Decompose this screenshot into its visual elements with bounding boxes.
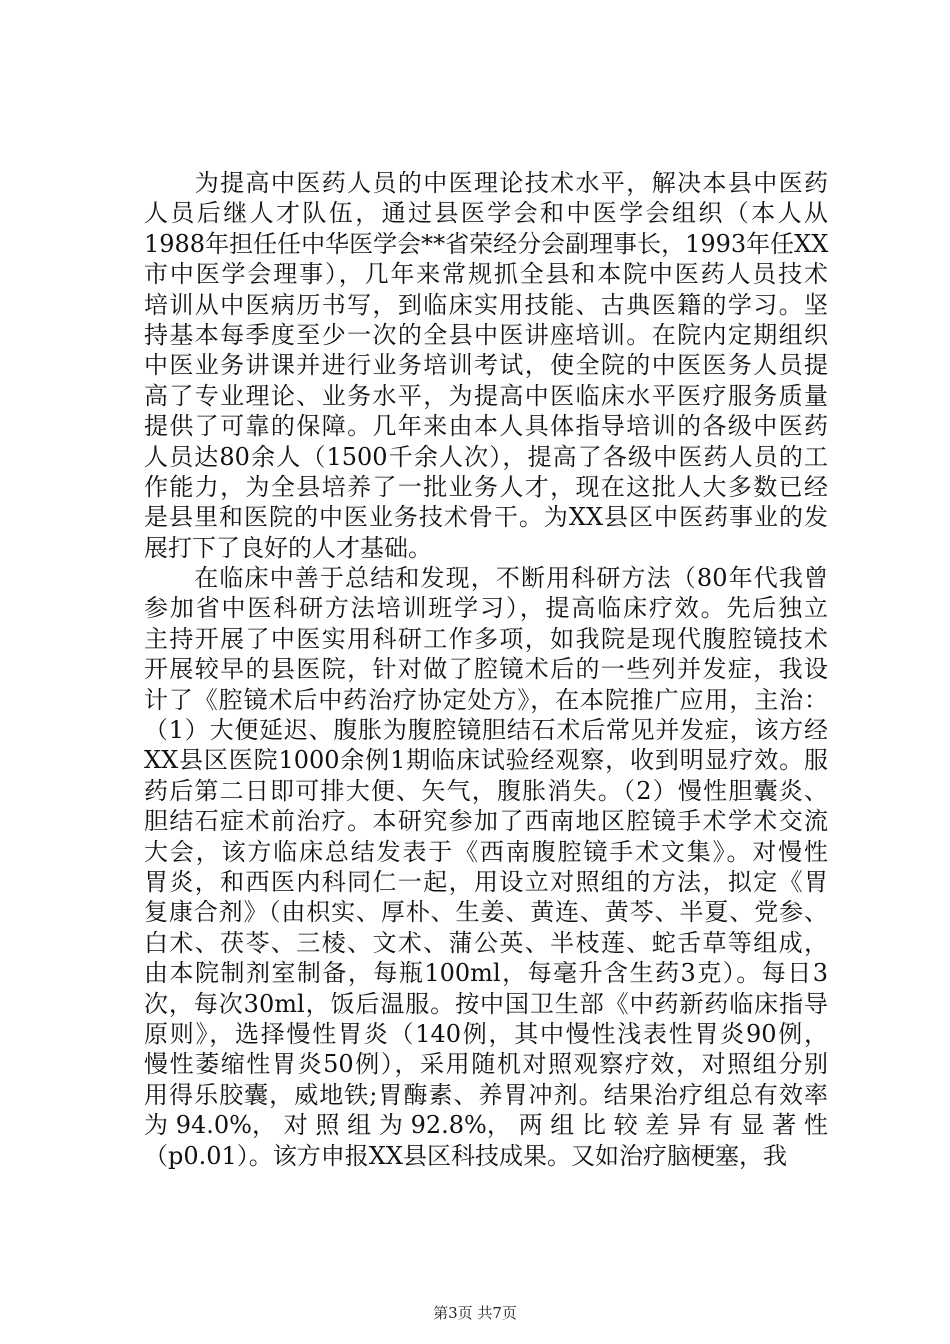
text-line: 培训从中医病历书写，到临床实用技能、古典医籍的学习。坚 [144,290,828,319]
text-line: 参加省中医科研方法培训班学习），提高临床疗效。先后独立 [144,594,828,623]
text-line: 复康合剂》（由枳实、厚朴、生姜、黄连、黄芩、半夏、党参、 [144,898,828,927]
text-line: 白术、茯苓、三棱、文术、蒲公英、半枝莲、蛇舌草等组成， [144,928,828,957]
text-line: 人员后继人才队伍，通过县医学会和中医学会组织（本人从 [144,199,828,228]
text-line: 是县里和医院的中医业务技术骨干。为XX县区中医药事业的发 [144,503,828,532]
text-line: 主持开展了中医实用科研工作多项，如我院是现代腹腔镜技术 [144,624,828,653]
text-line: 计了《腔镜术后中药治疗协定处方》，在本院推广应用，主治： [144,685,828,714]
text-line: 高了专业理论、业务水平，为提高中医临床水平医疗服务质量 [144,381,828,410]
text-line: 用得乐胶囊，威地铁;胃酶素、养胃冲剂。结果治疗组总有效率 [144,1080,828,1109]
text-line: 展打下了良好的人才基础。 [144,533,432,562]
text-line: （p0.01）。该方申报XX县区科技成果。又如治疗脑梗塞，我 [144,1141,787,1170]
text-line: 为提高中医药人员的中医理论技术水平，解决本县中医药 [144,169,828,197]
text-line: 原则》，选择慢性胃炎（140例，其中慢性浅表性胃炎90例， [144,1019,828,1048]
text-line: 为 94.0%， 对 照 组 为 92.8%， 两 组 比 较 差 异 有 显 著 性 [144,1111,828,1140]
text-line: 提供了可靠的保障。几年来由本人具体指导培训的各级中医药 [144,412,828,441]
text-line: 胃炎，和西医内科同仁一起，用设立对照组的方法，拟定《胃 [144,867,828,896]
text-line: 1988年担任任中华医学会**省荣经分会副理事长，1993年任XX [144,229,829,258]
text-line: （1）大便延迟、腹胀为腹腔镜胆结石术后常见并发症，该方经 [144,716,828,745]
text-line: 持基本每季度至少一次的全县中医讲座培训。在院内定期组织 [144,320,828,349]
text-line: 人员达80余人（1500千余人次），提高了各级中医药人员的工 [144,442,828,471]
text-line: 次，每次30ml，饭后温服。按中国卫生部《中药新药临床指导 [144,989,828,1018]
text-line: 中医业务讲课并进行业务培训考试，使全院的中医医务人员提 [144,351,828,380]
page-footer: 第3页 共7页 [433,1304,517,1322]
text-line: XX县区医院1000余例1期临床试验经观察，收到明显疗效。服 [144,746,828,775]
text-line: 市中医学会理事），几年来常规抓全县和本院中医药人员技术 [144,260,828,289]
text-line: 药后第二日即可排大便、矢气，腹胀消失。（2）慢性胆囊炎、 [144,776,828,805]
text-line: 开展较早的县医院，针对做了腔镜术后的一些列并发症，我设 [144,655,828,684]
text-line: 由本院制剂室制备，每瓶100ml，每毫升含生药3克）。每日3 [144,959,828,988]
text-line: 慢性萎缩性胃炎50例），采用随机对照观察疗效，对照组分别 [144,1050,828,1079]
text-line: 在临床中善于总结和发现，不断用科研方法（80年代我曾 [144,564,828,593]
text-line: 作能力，为全县培养了一批业务人才，现在这批人大多数已经 [144,472,828,501]
text-line: 大会，该方临床总结发表于《西南腹腔镜手术文集》。对慢性 [144,837,828,866]
body-text [144,168,828,1171]
text-line: 胆结石症术前治疗。本研究参加了西南地区腔镜手术学术交流 [144,807,828,836]
